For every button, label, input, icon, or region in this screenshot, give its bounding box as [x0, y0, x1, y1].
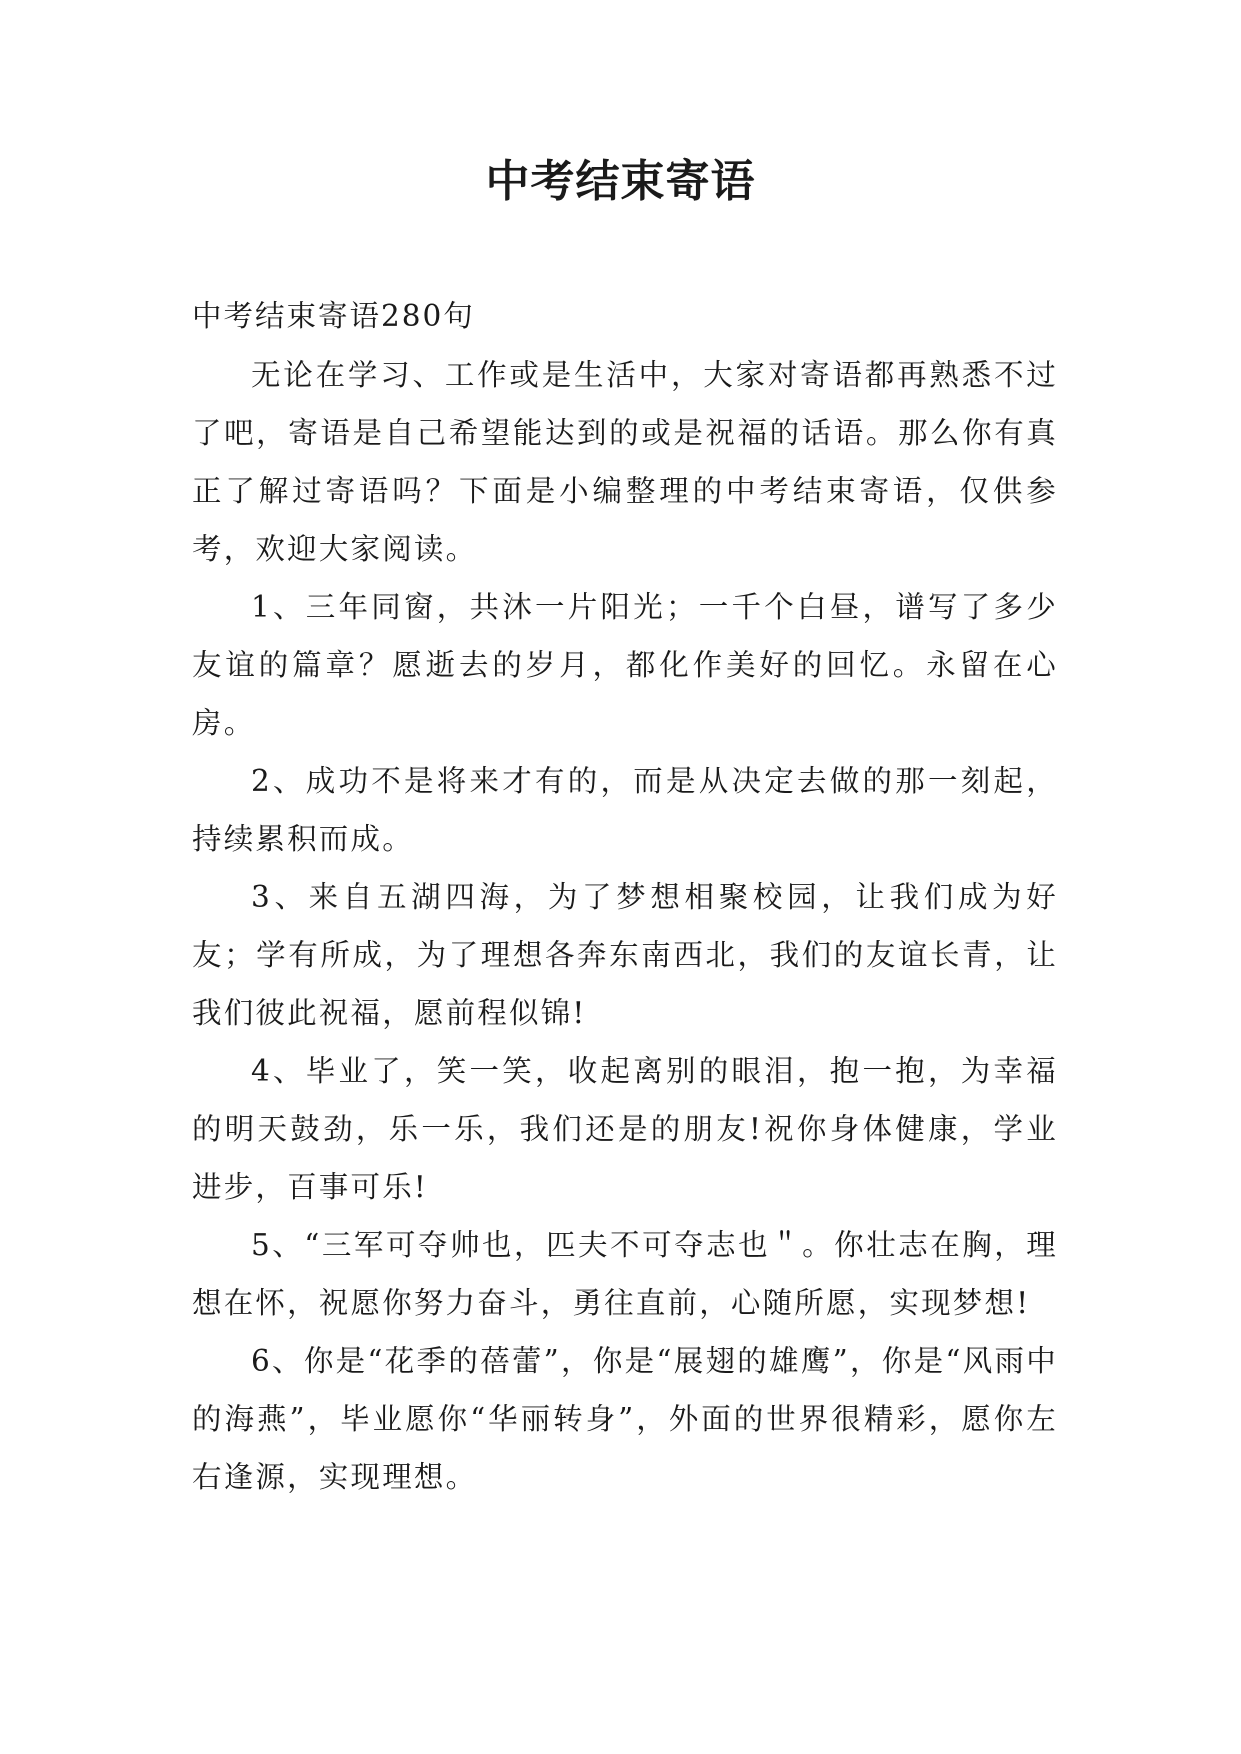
- message-paragraph-6: 6、你是“花季的蓓蕾”，你是“展翅的雄鹰”，你是“风雨中的海燕”，毕业愿你“华丽转身”，外面的世界很精彩，愿你左右逢源，实现理想。: [192, 1344, 1058, 1494]
- document-subtitle: 中考结束寄语280句: [192, 299, 475, 333]
- message-paragraph-4: 4、毕业了，笑一笑，收起离别的眼泪，抱一抱，为幸福的明天鼓劲，乐一乐，我们还是的朋友!祝你身体健康，学业进步，百事可乐!: [192, 1054, 1058, 1204]
- message-paragraph-5: 5、“三军可夺帅也，匹夫不可夺志也＂。你壮志在胸，理想在怀，祝愿你努力奋斗，勇往直前，心随所愿，实现梦想!: [192, 1228, 1058, 1320]
- page-title: 中考结束寄语: [485, 156, 756, 207]
- message-paragraph-1: 1、三年同窗，共沐一片阳光；一千个白昼，谱写了多少友谊的篇章？愿逝去的岁月，都化作美好的回忆。永留在心房。: [192, 590, 1058, 740]
- document-body: [192, 286, 1058, 1506]
- message-paragraph-2: 2、成功不是将来才有的，而是从决定去做的那一刻起，持续累积而成。: [192, 764, 1058, 856]
- intro-paragraph: 无论在学习、工作或是生活中，大家对寄语都再熟悉不过了吧，寄语是自己希望能达到的或是祝福的话语。那么你有真正了解过寄语吗？下面是小编整理的中考结束寄语，仅供参考，欢迎大家阅读。: [192, 358, 1058, 566]
- message-paragraph-3: 3、来自五湖四海，为了梦想相聚校园，让我们成为好友；学有所成，为了理想各奔东南西北，我们的友谊长青，让我们彼此祝福，愿前程似锦!: [192, 880, 1058, 1030]
